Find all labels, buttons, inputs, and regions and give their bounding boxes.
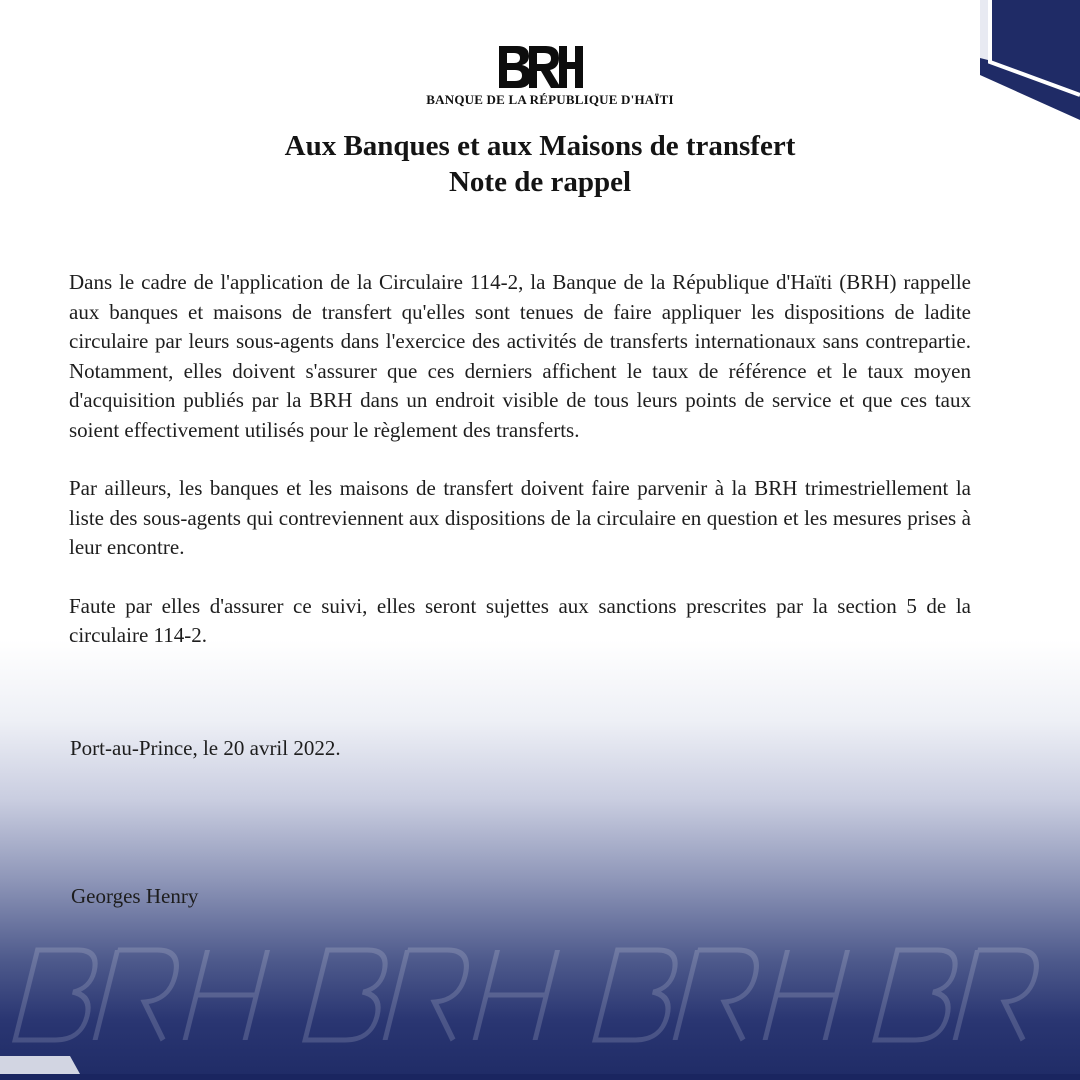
paragraph-1: Dans le cadre de l'application de la Circulaire 114-2, la Banque de la République d'Haïti (BRH) rappelle aux banques et maisons de transfert qu'elles sont tenues de faire appliquer les dispositions de ladite circulaire par leurs sous-agents dans l'exercice des activités de transferts internationaux sans contrepartie. Notamment, elles doivent s'assurer que ces derniers affichent le taux de référence et le taux moyen d'acquisition publiés par la BRH dans un endroit visible de tous leurs points de service et que ces taux soient effectivement utilisés pour le règlement des transferts. <box>69 270 971 442</box>
footer-bar <box>0 1074 1080 1080</box>
title-line-1: Aux Banques et aux Maisons de transfert <box>284 130 796 162</box>
page-title <box>0 128 1080 200</box>
brh-logo-icon <box>495 44 585 90</box>
brh-watermark-pattern <box>0 920 1080 1080</box>
paragraph-3: Faute par elles d'assurer ce suivi, elles seront sujettes aux sanctions prescrites par la section 5 de la circulaire 114-2. <box>69 593 971 647</box>
title-line-2: Note de rappel <box>448 166 632 198</box>
bank-logo <box>0 44 1080 108</box>
paragraph-2: Par ailleurs, les banques et les maisons de transfert doivent faire parvenir à la BRH trimestriellement la liste des sous-agents qui contreviennent aux dispositions de la circulaire en question et les mesures prises à leur encontre. <box>69 476 971 559</box>
signature: Georges Henry <box>71 884 199 908</box>
bank-name: BANQUE DE LA RÉPUBLIQUE D'HAÏTI <box>426 92 674 107</box>
footer-accent-shape <box>0 1044 80 1074</box>
document-body <box>69 268 971 680</box>
date-line: Port-au-Prince, le 20 avril 2022. <box>70 736 341 760</box>
